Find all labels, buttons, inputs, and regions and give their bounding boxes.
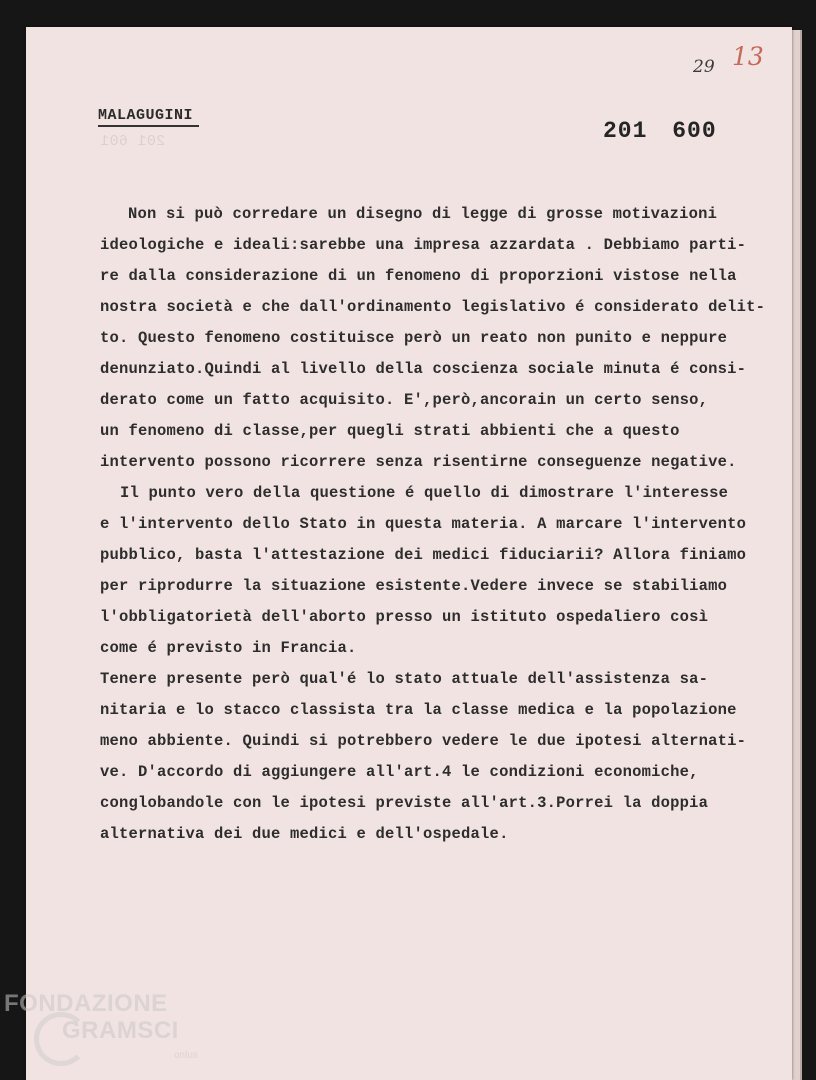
speaker-name-heading: MALAGUGINI bbox=[98, 107, 199, 127]
text-line: re dalla considerazione di un fenomeno di proporzioni vistose nella bbox=[100, 267, 737, 285]
text-line: Non si può corredare un disegno di legge di grosse motivazioni bbox=[128, 205, 718, 223]
text-line: conglobandole con le ipotesi previste all'art.3.Porrei la doppia bbox=[100, 794, 709, 812]
tape-number: 201 600 bbox=[603, 118, 717, 144]
folio-red-number: 13 bbox=[732, 42, 764, 71]
text-line: per riprodurre la situazione esistente.Vedere invece se stabiliamo bbox=[100, 577, 728, 595]
text-line: nitaria e lo stacco classista tra la classe medica e la popolazione bbox=[100, 701, 737, 719]
text-line: intervento possono ricorrere senza risentirne conseguenze negative. bbox=[100, 453, 737, 471]
text-line: to. Questo fenomeno costituisce però un reato non punito e neppure bbox=[100, 329, 728, 347]
fondazione-gramsci-watermark bbox=[4, 990, 214, 1075]
document-page bbox=[26, 27, 792, 1080]
typed-body-text bbox=[100, 199, 780, 850]
folio-pencil-number: 29 bbox=[693, 57, 715, 77]
watermark-suffix: onlus bbox=[174, 1050, 198, 1061]
text-line: ve. D'accordo di aggiungere all'art.4 le condizioni economiche, bbox=[100, 763, 699, 781]
text-line: nostra società e che dall'ordinamento legislativo é considerato delit- bbox=[100, 298, 766, 316]
watermark-line-2: GRAMSCI bbox=[62, 1017, 179, 1044]
text-line: ideologiche e ideali:sarebbe una impresa azzardata . Debbiamo parti- bbox=[100, 236, 747, 254]
text-line: derato come un fatto acquisito. E',però,ancorain un certo senso, bbox=[100, 391, 709, 409]
text-line: denunziato.Quindi al livello della coscienza sociale minuta é consi- bbox=[100, 360, 747, 378]
text-line: pubblico, basta l'attestazione dei medici fiduciarii? Allora finiamo bbox=[100, 546, 747, 564]
text-line: un fenomeno di classe,per quegli strati abbienti che a questo bbox=[100, 422, 680, 440]
text-line: Il punto vero della questione é quello di dimostrare l'interesse bbox=[120, 484, 729, 502]
text-line: meno abbiente. Quindi si potrebbero vedere le due ipotesi alternati- bbox=[100, 732, 747, 750]
text-line: alternativa dei due medici e dell'ospedale. bbox=[100, 825, 509, 843]
text-line: Tenere presente però qual'é lo stato attuale dell'assistenza sa- bbox=[100, 670, 709, 688]
text-line: come é previsto in Francia. bbox=[100, 639, 357, 657]
text-line: l'obbligatorietà dell'aborto presso un istituto ospedaliero così bbox=[100, 608, 709, 626]
show-through-text: 201 601 bbox=[100, 133, 166, 150]
text-line: e l'intervento dello Stato in questa materia. A marcare l'intervento bbox=[100, 515, 747, 533]
watermark-line-1: FONDAZIONE bbox=[4, 990, 168, 1017]
